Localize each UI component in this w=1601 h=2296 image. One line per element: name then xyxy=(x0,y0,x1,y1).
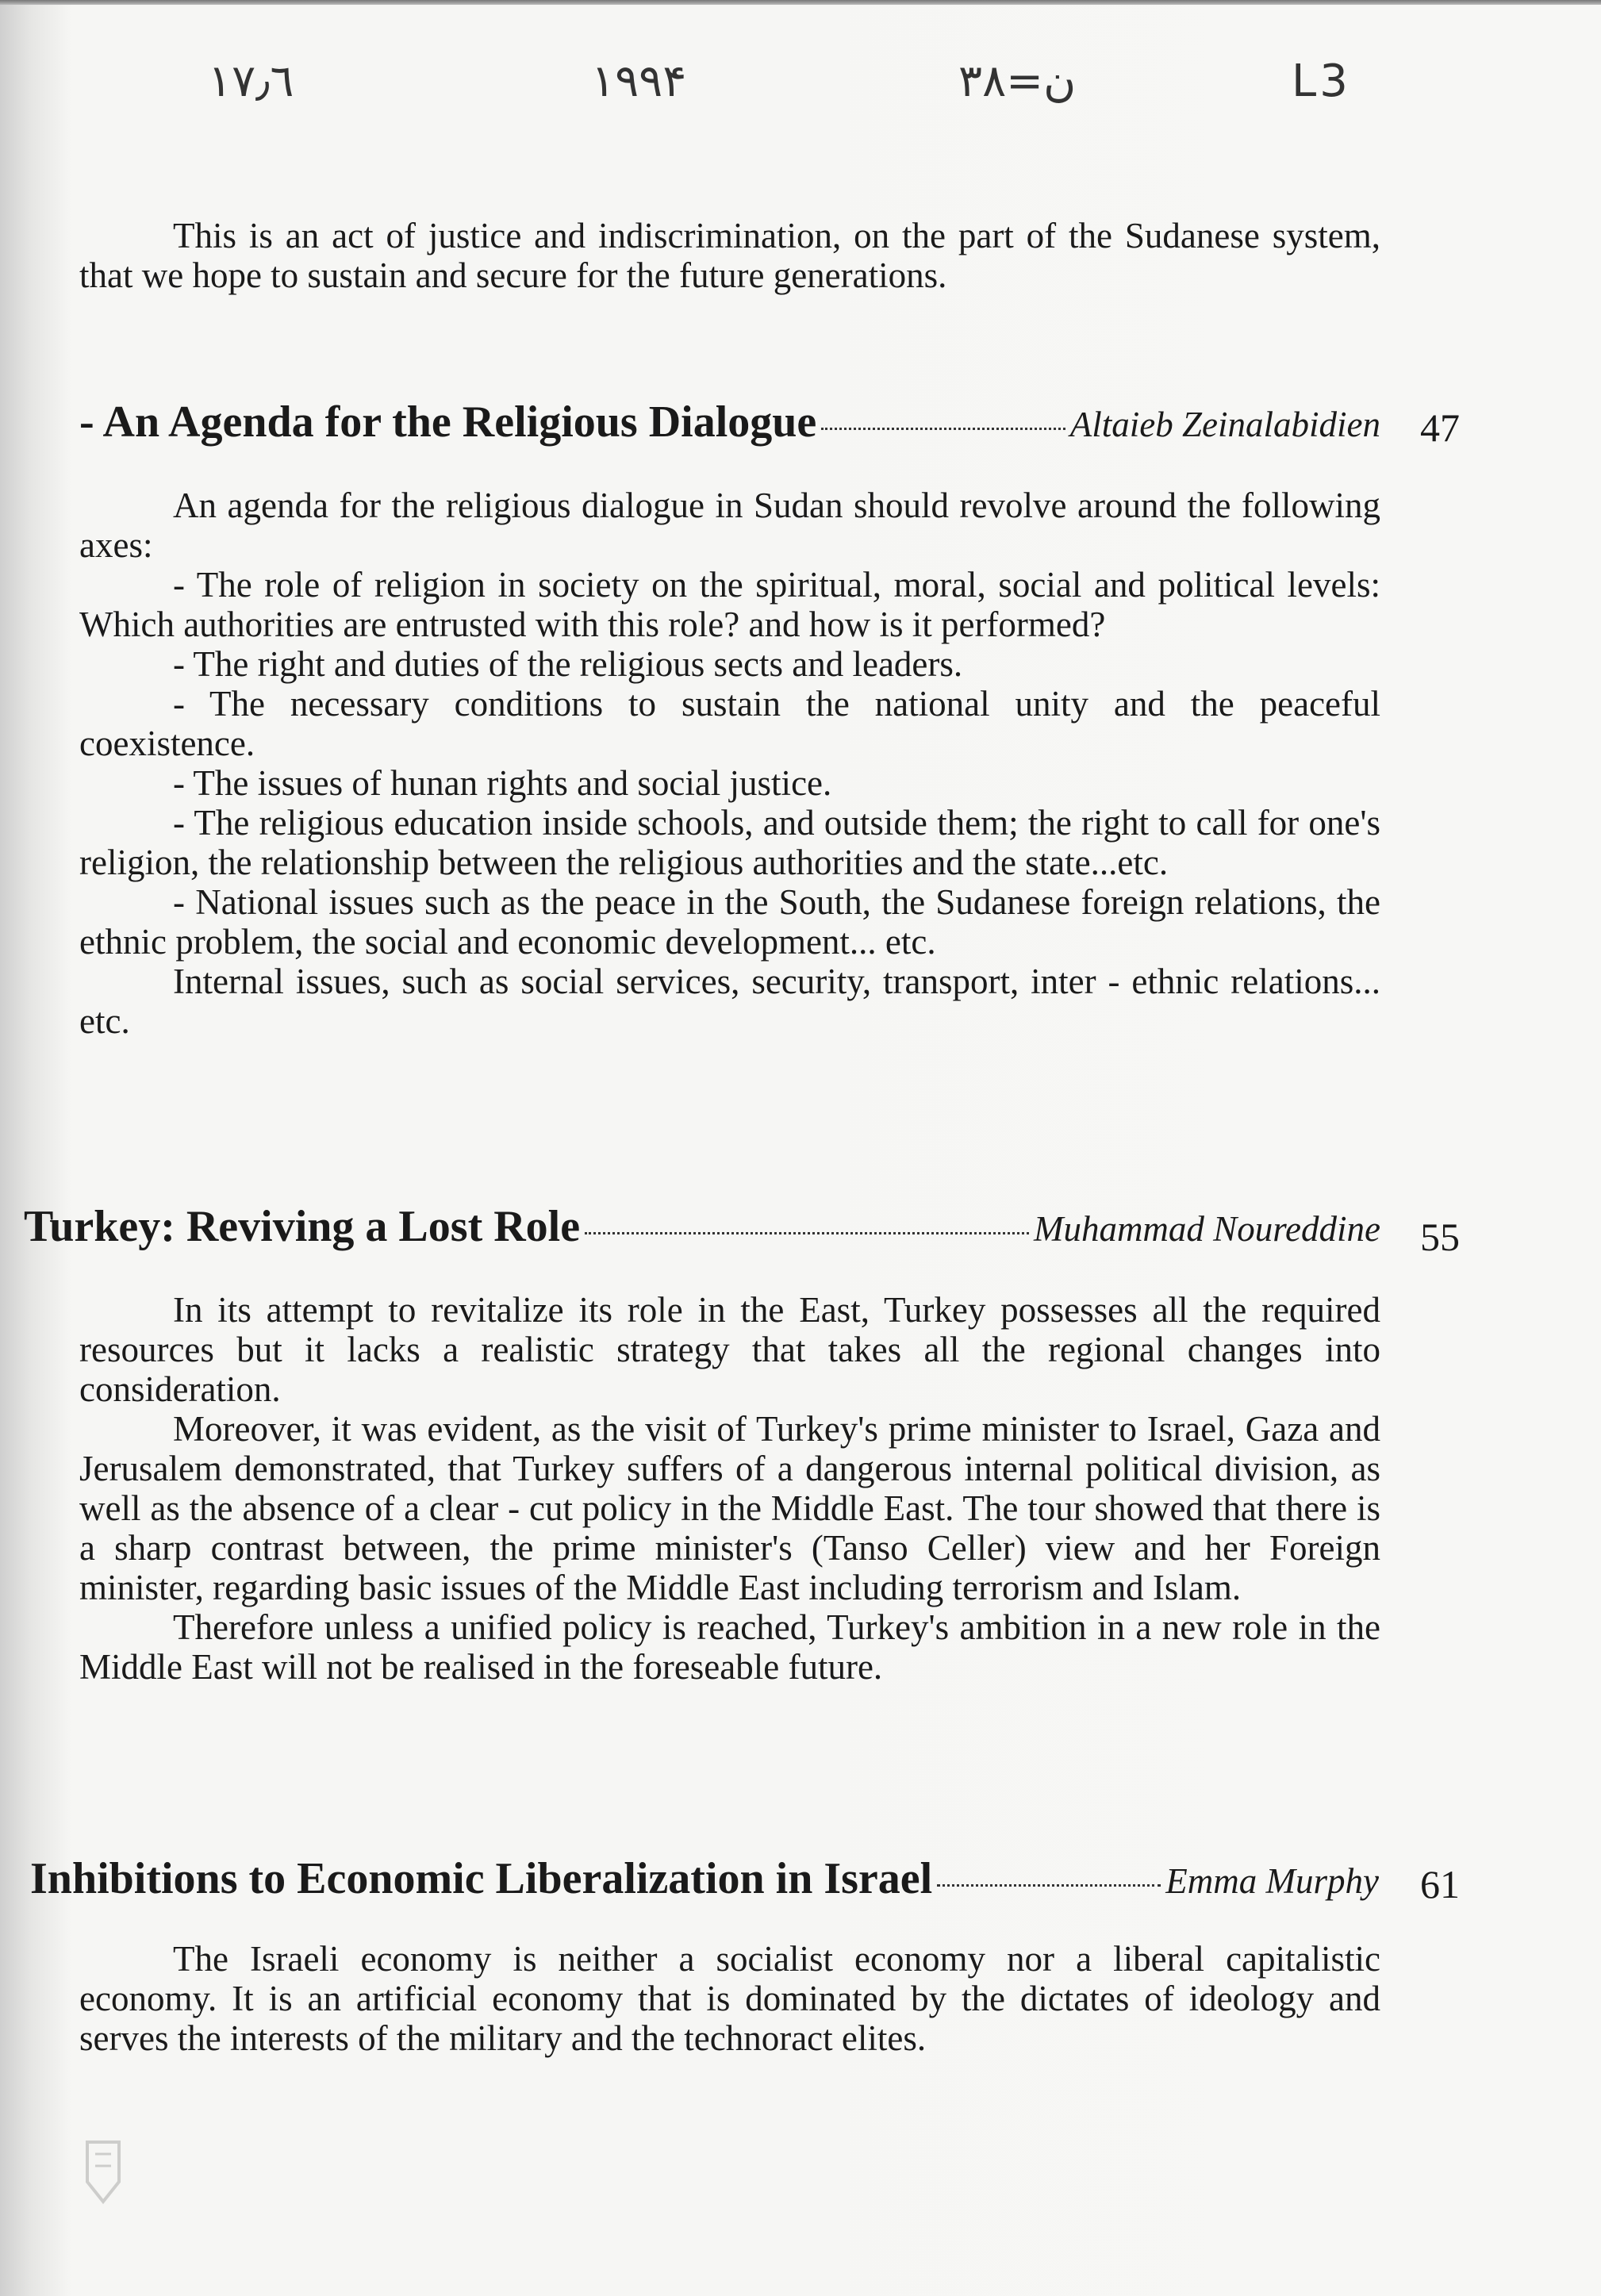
section1-paragraph: - The necessary conditions to sustain the national unity and the peaceful coexistence. xyxy=(79,684,1380,763)
section2-paragraph: Therefore unless a unified policy is reached, Turkey's ambition in a new role in the Middle East will not be realised in the foreseable future. xyxy=(79,1607,1380,1687)
section-author-3: Emma Murphy xyxy=(1165,1861,1379,1901)
intro-text: This is an act of justice and indiscrimination, on the part of the Sudanese system, that we hope to sustain and secure for the future generations. xyxy=(79,216,1380,295)
dot-leader-2 xyxy=(585,1232,1029,1234)
section1-paragraph: - The issues of hunan rights and social justice. xyxy=(173,763,832,803)
intro-paragraph xyxy=(79,216,1380,295)
section-title-3: Inhibitions to Economic Liberalization in Israel xyxy=(30,1854,933,1903)
section-heading-3 xyxy=(30,1853,1379,1904)
section1-paragraph: - National issues such as the peace in the South, the Sudanese foreign relations, the ethnic problem, the social and economic development... etc. xyxy=(79,882,1380,962)
dot-leader-1 xyxy=(821,428,1065,430)
page-number-3: 61 xyxy=(1420,1862,1460,1906)
section2-paragraph: Moreover, it was evident, as the visit of Turkey's prime minister to Israel, Gaza and Jerusalem demonstrated, that Turkey suffers of a dangerous internal political division, as well as the absence of a clear - cut policy in the Middle East. The tour showed that there is a sharp contrast between, the prime minister's (Tanso Celler) view and her Foreign minister, regarding basic issues of the Middle East including terrorism and Islam. xyxy=(79,1409,1380,1607)
section2-paragraph: In its attempt to revitalize its role in the East, Turkey possesses all the required resources but it lacks a realistic strategy that takes all the regional changes into consideration. xyxy=(79,1290,1380,1409)
section-heading-1 xyxy=(79,397,1380,447)
faint-emblem-icon xyxy=(79,2134,127,2206)
section-title-1: - An Agenda for the Religious Dialogue xyxy=(79,397,817,447)
section1-paragraph: - The role of religion in society on the spiritual, moral, social and political levels: Which authorities are entrusted with this role? and how is it performed? xyxy=(79,565,1380,644)
section-title-2: Turkey: Reviving a Lost Role xyxy=(24,1202,581,1251)
handwritten-note-4: L3 xyxy=(1292,56,1351,107)
handwritten-note-3: ن=٣٨ xyxy=(958,56,1077,107)
section1-paragraph: Internal issues, such as social services, security, transport, inter - ethnic relations... etc. xyxy=(79,962,1380,1041)
section-body-3 xyxy=(79,1939,1380,2058)
section-author-1: Altaieb Zeinalabidien xyxy=(1069,405,1380,444)
section1-paragraph: An agenda for the religious dialogue in Sudan should revolve around the following axes: xyxy=(79,486,1380,565)
section-body-1 xyxy=(79,486,1380,1041)
handwritten-note-2: ١٩٩۴ xyxy=(591,56,687,107)
section-heading-2 xyxy=(24,1201,1380,1252)
handwritten-note-1: ١۷٫٦ xyxy=(208,56,294,107)
section-body-2 xyxy=(79,1290,1380,1687)
section-author-2: Muhammad Noureddine xyxy=(1033,1209,1380,1249)
scan-edge xyxy=(0,0,1601,5)
section1-paragraph: - The right and duties of the religious sects and leaders. xyxy=(173,644,963,684)
page-number-2: 55 xyxy=(1420,1215,1460,1259)
section1-paragraph: - The religious education inside schools, and outside them; the right to call for one's religion, the relationship between the religious authorities and the state...etc. xyxy=(79,803,1380,882)
dot-leader-3 xyxy=(937,1884,1161,1887)
page-number-1: 47 xyxy=(1420,405,1460,450)
section3-paragraph: The Israeli economy is neither a socialist economy nor a liberal capitalistic economy. It is an artificial economy that is dominated by the dictates of ideology and serves the interests of the military and the technoract elites. xyxy=(79,1939,1380,2058)
